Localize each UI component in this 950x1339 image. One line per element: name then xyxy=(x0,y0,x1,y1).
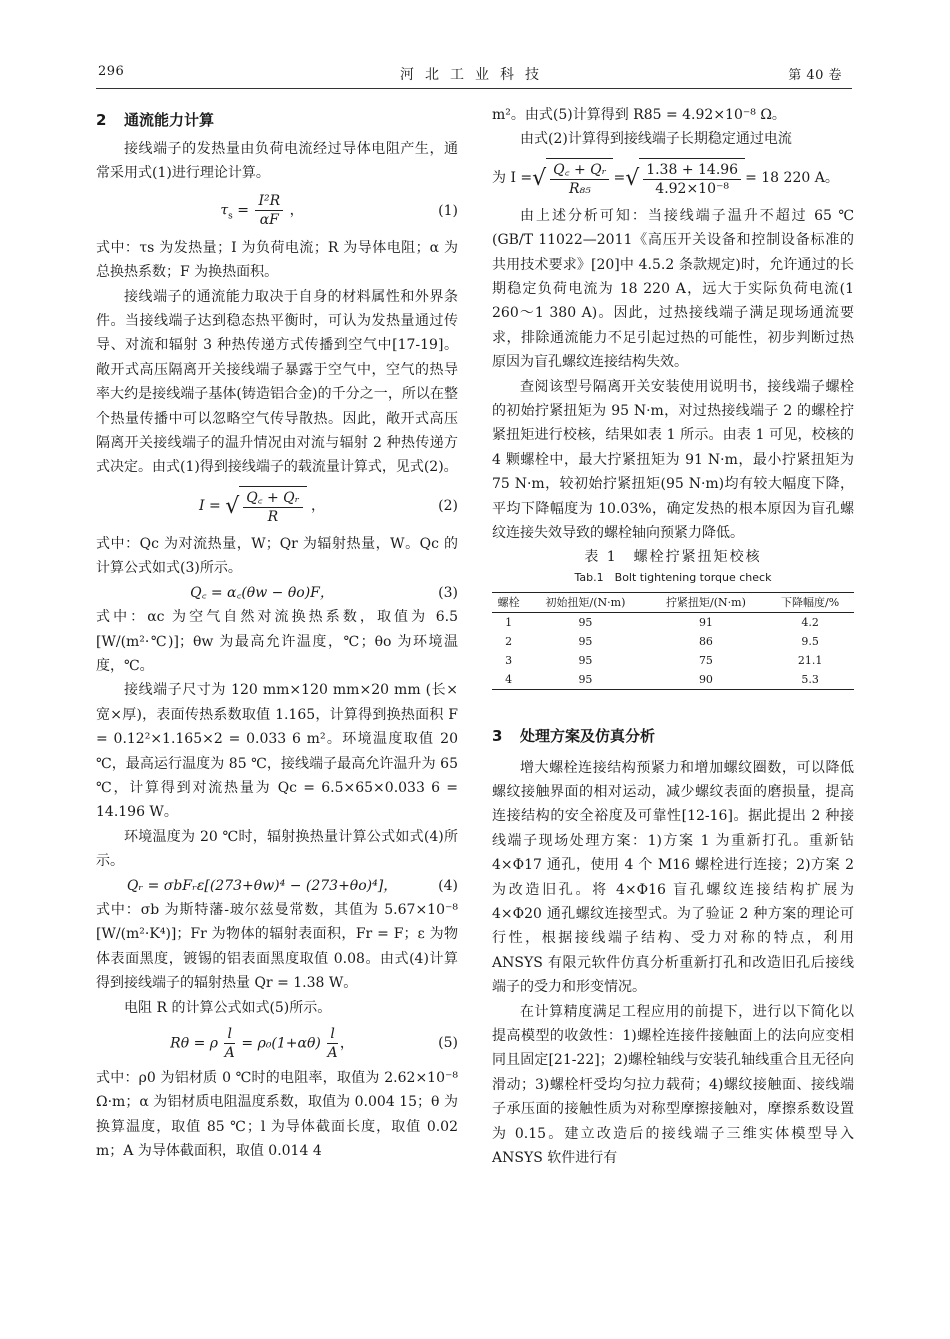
table-cell: 95 xyxy=(578,672,593,686)
table-caption: 表 1 螺栓拧紧扭矩校核 xyxy=(584,548,762,565)
journal-title: 河北工业科技 xyxy=(400,67,550,83)
volume-label: 第 40 卷 xyxy=(788,68,842,83)
eq5-frac1-num: l xyxy=(224,1025,234,1044)
paragraph: 接线端子尺寸为 120 mm×120 mm×20 mm (长×宽×厚)，表面传热系数取值 1.165，计算得到换热面积 F = 0.12²×1.165×2 = 0.033 6 m²。环境温度取值 20 ℃，最高运行温度为 85 ℃，接线端子最高允许温升为 65 ℃，计算得到对流热量为 Qc = 6.5×65×0.033 6 = 14.196 W。 xyxy=(96,682,458,821)
table-cell: 1 xyxy=(505,615,513,629)
section-title: 处理方案及仿真分析 xyxy=(520,726,656,745)
table-cell: 3 xyxy=(505,653,513,667)
table-cell: 4.2 xyxy=(801,615,819,629)
table-header-row xyxy=(492,592,854,612)
paragraph: 由式(2)计算得到接线端子长期稳定通过电流 xyxy=(520,131,792,148)
section-2-heading xyxy=(96,103,458,137)
equation-number: (1) xyxy=(438,202,458,219)
paragraph: 查阅该型号隔离开关安装使用说明书，接线端子螺栓的初始拧紧扭矩为 95 N·m，对过热接线端子 2 的螺栓拧紧扭矩进行校核，结果如表 1 所示。由表 1 可见，校核的 4 颗螺栓中，最大拧紧扭矩为 91 N·m，最小拧紧扭矩为 75 N·m，较初始拧紧扭矩(95 N·m)均有较大幅度下降，平均下降幅度为 10.03%，确定发热的根本原因为盲孔螺纹连接失效导致的螺栓轴向预紧力降低。 xyxy=(492,378,854,542)
eq5-frac1-den: A xyxy=(224,1044,235,1061)
paragraph: 接线端子的发热量由负荷电流经过导体电阻产生，通常采用式(1)进行理论计算。 xyxy=(96,141,458,182)
equation-number: (3) xyxy=(438,584,458,601)
table-cell: 90 xyxy=(698,672,713,686)
paragraph: 式中：τs 为发热量；I 为负荷电流；R 为导体电阻；α 为总换热系数；F 为换热面积。 xyxy=(96,239,458,281)
sqrt-icon: √ xyxy=(225,493,240,519)
table-cell: 4 xyxy=(505,672,513,686)
table-header: 初始扭矩/(N·m) xyxy=(545,595,626,609)
sqrt-icon: √ xyxy=(625,165,640,191)
table-cell: 2 xyxy=(505,634,513,648)
eq5-part-a: Rθ = ρ xyxy=(170,1035,219,1051)
paragraph: 接线端子的通流能力取决于自身的材料属性和外界条件。当接线端子达到稳态热平衡时，可认为发热量通过传导、对流和辐射 3 种热传递方式传播到空气中[17-19]。敞开式高压隔离开关接线端子暴露于空气中，空气的热导率大约是接线端子基体(铸造铝合金)的千分之一，所以在整个热量传播中可以忽略空气传导散热。因此，敞开式高压隔离开关接线端子的温升情况由对流与辐射 2 种热传递方式决定。由式(1)得到接线端子的载流量计算式，见式(2)。 xyxy=(96,288,458,476)
left-column xyxy=(96,103,458,1164)
right-column xyxy=(492,103,854,1170)
eq-equals: = xyxy=(613,169,626,186)
paragraph: 式中：Qc 为对流热量，W；Qr 为辐射热量，W。Qc 的计算公式如式(3)所示。 xyxy=(96,535,458,577)
paragraph: 式中：ρ0 为铝材质 0 ℃时的电阻率，取值为 2.62×10⁻⁸ Ω·m；α 为铝材质电阻温度系数，取值为 0.004 15；θ 为换算温度，取值 85 ℃；l 为导体截面长度，取值 0.02 m；A 为导体截面积，取值 0.014 4 xyxy=(96,1070,458,1160)
table-cell: 21.1 xyxy=(797,653,823,667)
eq2-numerator: Q꜀ + Qᵣ xyxy=(243,489,302,508)
table-cell: 5.3 xyxy=(801,672,819,686)
paragraph: 由上述分析可知：当接线端子温升不超过 65 ℃(GB/T 11022—2011《高压开关设备和控制设备标准的共用技术要求》[20]中 4.5.2 条款规定)时，允许通过的长期稳定负荷电流为 18 220 A，远大于实际负荷电流(1 260～1 380 A)。因此，过热接线端子满足现场通流要求，排除通流能力不足引起过热的可能性，初步判断过热原因为盲孔螺纹连接结构失效。 xyxy=(492,207,854,371)
table-header: 螺栓 xyxy=(497,595,520,609)
equation-number: (4) xyxy=(438,877,458,894)
eq-frac1-den: R₈₅ xyxy=(568,180,591,197)
paragraph: 环境温度为 20 ℃时，辐射换热量计算公式如式(4)所示。 xyxy=(96,828,458,870)
paragraph: 电阻 R 的计算公式如式(5)所示。 xyxy=(124,999,332,1016)
eq-frac1-num: Q꜀ + Qᵣ xyxy=(550,161,609,180)
eq5-part-c: ， xyxy=(339,1035,354,1051)
eq1-numerator: I²R xyxy=(255,192,283,211)
section-number: 2 xyxy=(96,111,107,129)
sqrt-icon: √ xyxy=(532,165,547,191)
section-title: 通流能力计算 xyxy=(124,111,215,129)
table-cell: 95 xyxy=(578,615,593,629)
section-number: 3 xyxy=(492,726,503,745)
table-row xyxy=(492,651,854,670)
table-header: 下降幅度/% xyxy=(781,595,840,609)
eq5-frac2-den: A xyxy=(327,1044,338,1061)
eq-part-b: = 18 220 A。 xyxy=(745,169,839,186)
table-cell: 91 xyxy=(698,615,713,629)
equation-2: I = √ $\frac{\text{Q꜀ + Qᵣ}}{R}$ ， (2) xyxy=(96,480,458,532)
eq5-frac2-num: l xyxy=(327,1025,337,1044)
table-caption-en: Tab.1 Bolt tightening torque check xyxy=(574,570,772,584)
eq-part-a: 为 I = xyxy=(492,169,533,186)
eq-frac2-num: 1.38 + 14.96 xyxy=(643,161,741,180)
eq2-denominator: R xyxy=(267,508,279,525)
paragraph: 式中：σb 为斯特藩-玻尔兹曼常数，其值为 5.67×10⁻⁸ [W/(m²·K⁴)]；Fr 为物体的辐射表面积，Fr = F；ε 为物体表面黑度，镀锡的铝表面黑度取值 0.08。由式(4)计算得到接线端子的辐射热量 Qr = 1.38 W。 xyxy=(96,901,458,992)
equation-4 xyxy=(96,874,458,898)
eq5-part-b: = ρ₀(1+αθ) xyxy=(241,1035,321,1051)
section-3-heading xyxy=(492,716,854,756)
table-cell: 95 xyxy=(578,653,593,667)
eq1-lhs: τ xyxy=(220,202,229,219)
equation-3 xyxy=(96,581,458,605)
eq1-lhs-sub: s xyxy=(228,211,233,222)
paragraph: 式中：αc 为空气自然对流换热系数，取值为 6.5 [W/(m²·℃)]；θw 为最高允许温度，℃；θo 为环境温度，℃。 xyxy=(96,609,458,674)
table-cell: 9.5 xyxy=(801,634,819,648)
table-cell: 95 xyxy=(578,634,593,648)
paragraph: m²。由式(5)计算得到 R85 = 4.92×10⁻⁸ Ω。 xyxy=(492,107,786,123)
table-cell: 86 xyxy=(698,634,713,648)
header-rule xyxy=(96,88,852,89)
current-equation xyxy=(492,152,854,204)
table-header: 拧紧扭矩/(N·m) xyxy=(666,595,746,609)
equation-number: (2) xyxy=(438,497,458,514)
equation-1: $\tau_s$ = $\frac{\text{I²R}}{\alpha F}$ ， (1) xyxy=(220,193,458,229)
table-row xyxy=(492,632,854,651)
paragraph: 增大螺栓连接结构预紧力和增加螺纹圈数，可以降低螺纹接触界面的相对运动，减少螺纹表面的磨损量，提高连接结构的安全裕度及可靠性[12-16]。据此提出 2 种接线端子现场处理方案：1)方案 1 为重新打孔。重新钻 4×Φ17 通孔，使用 4 个 M16 螺栓进行连接；2)方案 2 为改造旧孔。将 4×Φ16 盲孔螺纹连接结构扩展为 4×Φ20 通孔螺纹连接型式。为了验证 2 种方案的理论可行性，根据接线端子结构、受力对称的特点，利用 ANSYS 有限元软件仿真分析重新打孔和改造旧孔后接线端子的受力和形变情况。 xyxy=(492,759,854,996)
eq4-body: Qᵣ = σbFᵣε[(273+θw)⁴ − (273+θo)⁴]， xyxy=(126,877,398,894)
equation-5 xyxy=(96,1020,458,1066)
spacer xyxy=(492,690,854,716)
table-cell: 75 xyxy=(698,653,713,667)
paragraph: 在计算精度满足工程应用的前提下，进行以下简化以提高模型的收敛性：1)螺栓连接件接触面上的法向应变相同且固定[21-22]；2)螺栓轴线与安装孔轴线重合且无径向滑动；3)螺栓杆受均匀拉力载荷；4)螺纹接触面、接线端子承压面的接触性质为对称型摩擦接触对，摩擦系数设置为 0.15。建立改造后的接线端子三维实体模型导入 ANSYS 软件进行有 xyxy=(492,1003,854,1166)
equation-number: (5) xyxy=(438,1034,458,1051)
eq1-denominator: αF xyxy=(259,212,279,229)
torque-table xyxy=(492,592,854,690)
table-row xyxy=(492,670,854,690)
page-number: 296 xyxy=(98,64,125,79)
eq3-body: Q꜀ = α꜀(θw − θo)F， xyxy=(190,584,334,601)
eq2-lhs: I = xyxy=(199,497,221,514)
table-row xyxy=(492,612,854,632)
eq-frac2-den: 4.92×10⁻⁸ xyxy=(655,180,729,197)
